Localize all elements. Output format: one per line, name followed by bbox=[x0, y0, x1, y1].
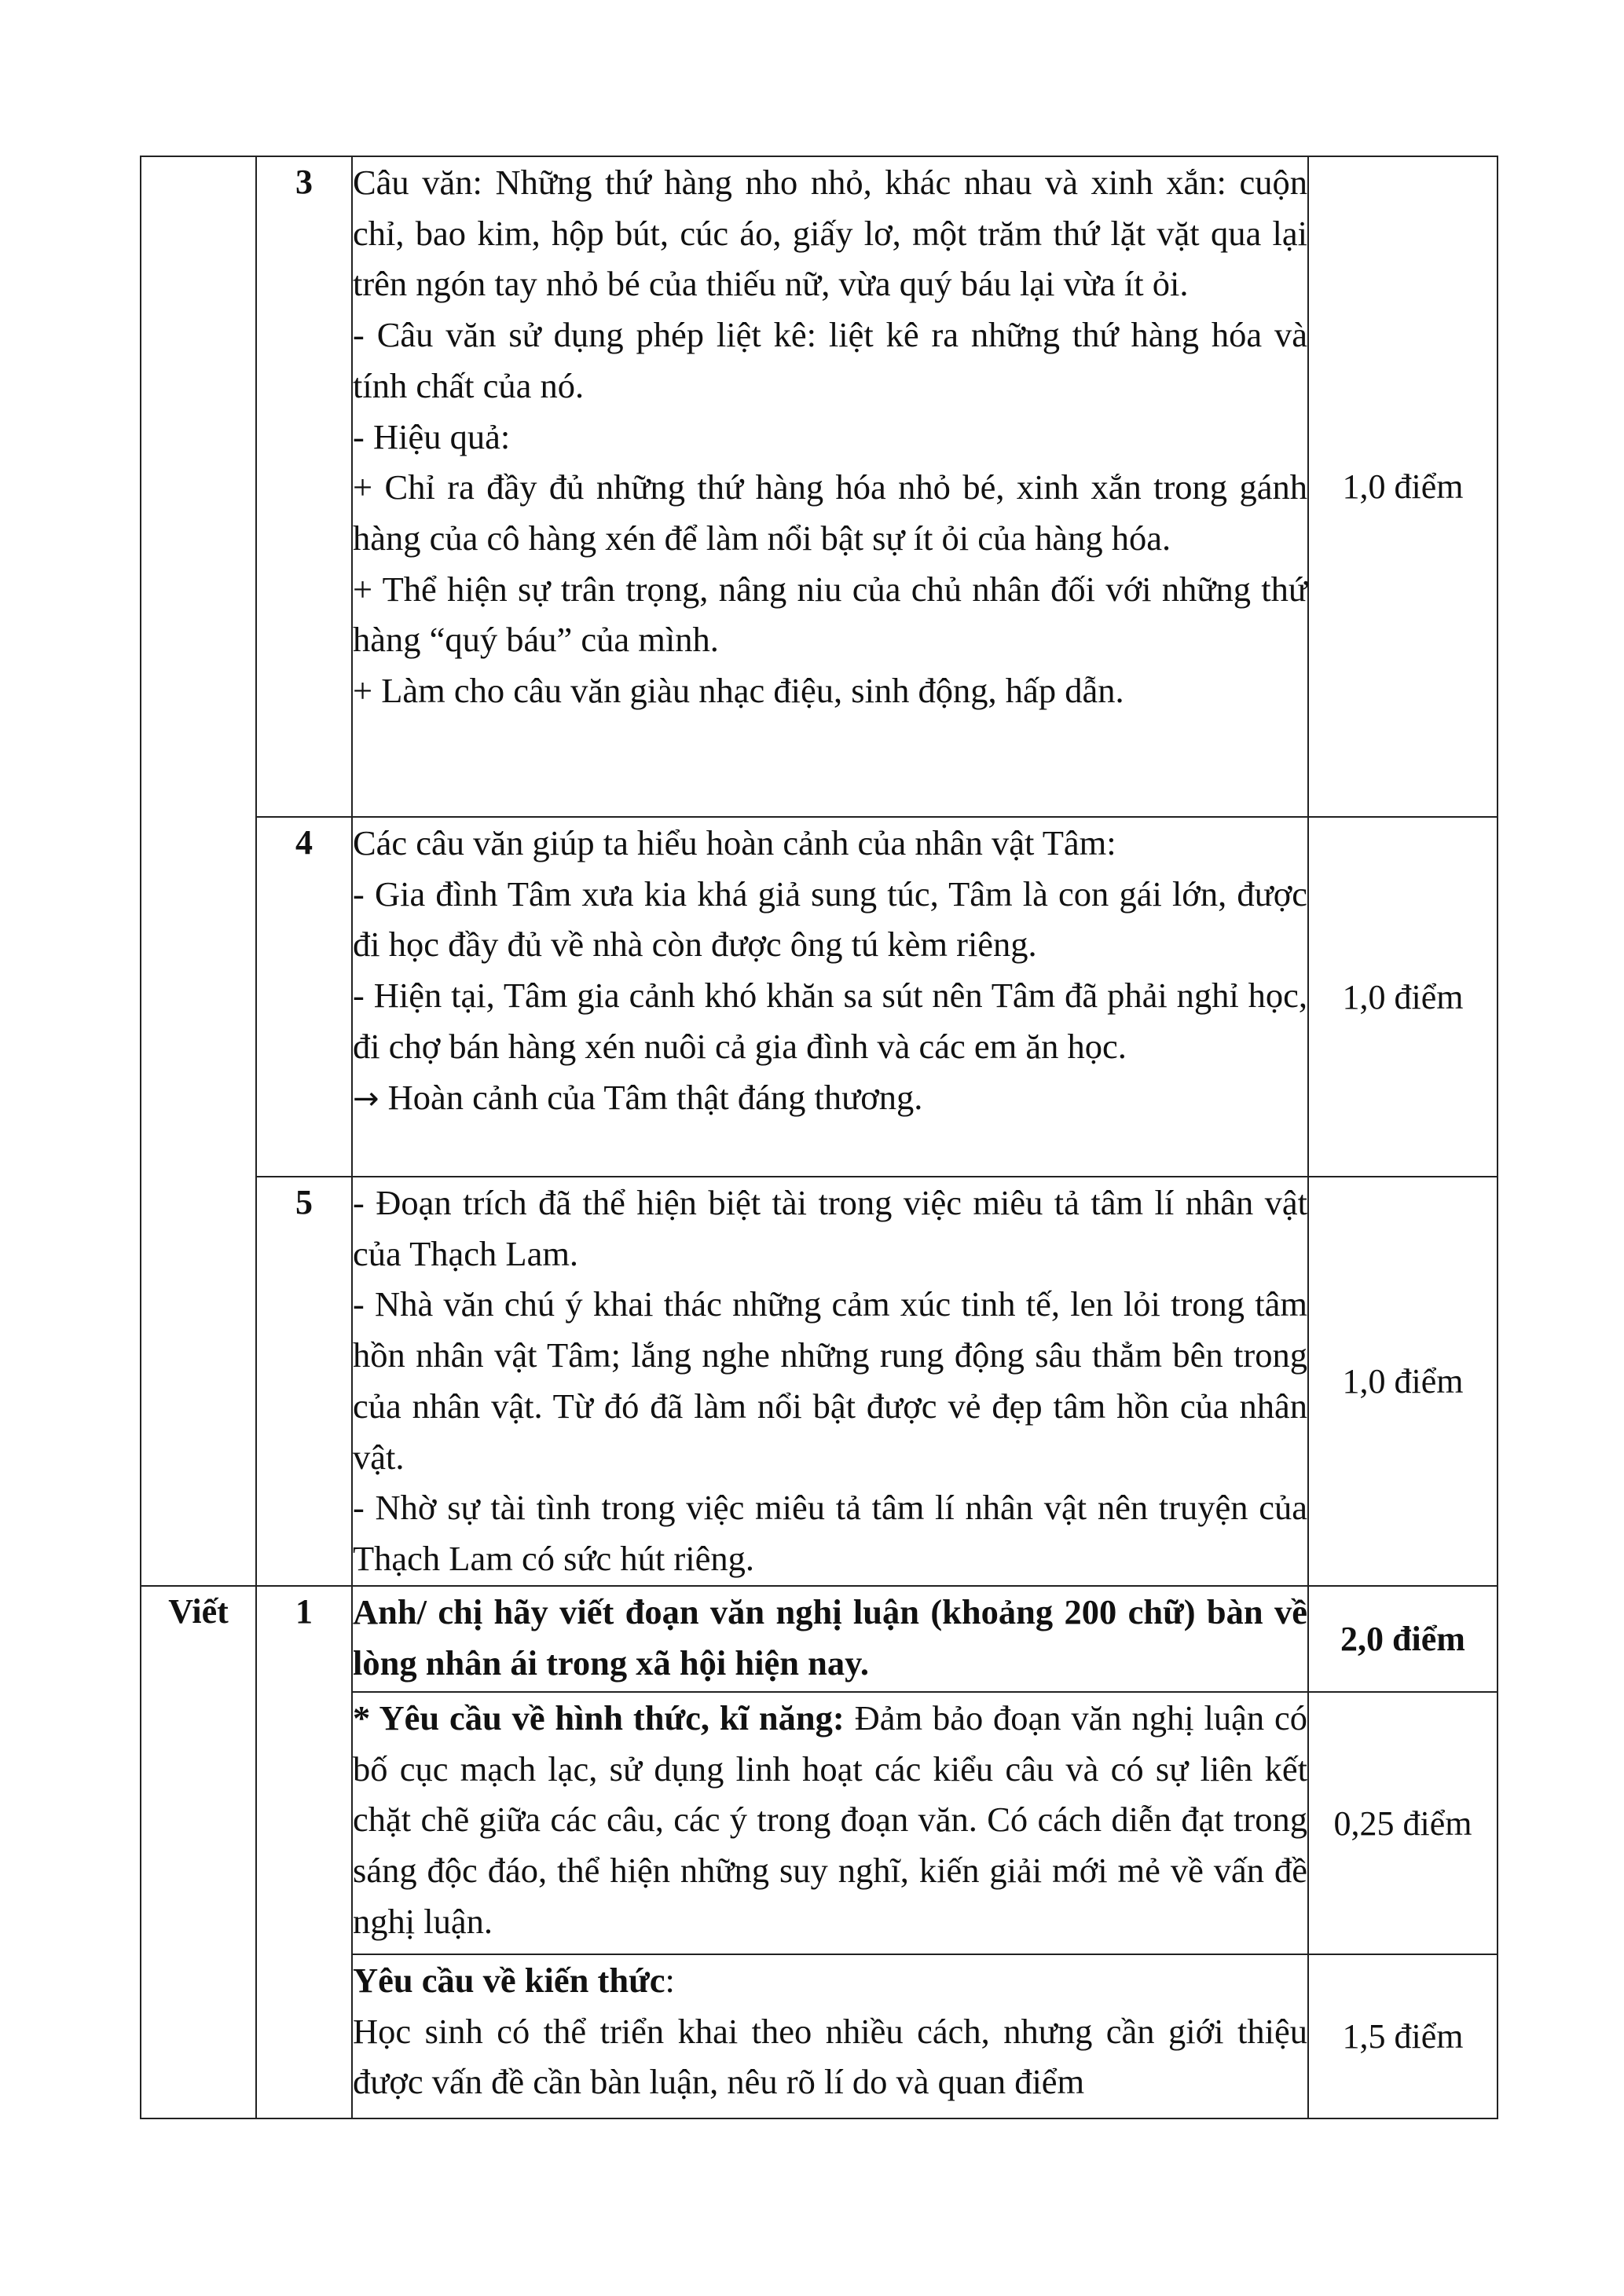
grading-table bbox=[140, 156, 1498, 2119]
answer-line: Các câu văn giúp ta hiểu hoàn cảnh của nhân vật Tâm: bbox=[353, 823, 1116, 862]
question-number: 5 bbox=[256, 1177, 352, 1586]
section-label: Viết bbox=[141, 1586, 256, 2118]
score-cell: 1,0 điểm bbox=[1308, 817, 1498, 1177]
knowledge-requirements bbox=[352, 1954, 1308, 2118]
score-cell: 0,25 điểm bbox=[1308, 1692, 1498, 1954]
answer-line: - Nhờ sự tài tình trong việc miêu tả tâm lí nhân vật nên truyện của Thạch Lam có sức hút riêng. bbox=[353, 1488, 1307, 1578]
score-cell: 1,5 điểm bbox=[1308, 1954, 1498, 2118]
answer-content bbox=[352, 817, 1308, 1177]
answer-content bbox=[352, 1177, 1308, 1586]
form-heading: * Yêu cầu về hình thức, kĩ năng: bbox=[353, 1698, 845, 1738]
right-arrow-icon: → bbox=[353, 1080, 379, 1117]
writing-prompt bbox=[352, 1586, 1308, 1692]
score-cell: 1,0 điểm bbox=[1308, 1177, 1498, 1586]
score-cell: 1,0 điểm bbox=[1308, 156, 1498, 817]
knowledge-heading-line bbox=[353, 1955, 1307, 2006]
conclusion-text: Hoàn cảnh của Tâm thật đáng thương. bbox=[387, 1077, 923, 1117]
answer-line: - Hiệu quả: bbox=[353, 416, 511, 456]
question-number: 1 bbox=[256, 1586, 352, 2118]
section-cell-empty bbox=[141, 156, 256, 1586]
score-cell: 2,0 điểm bbox=[1308, 1586, 1498, 1692]
question-number: 4 bbox=[256, 817, 352, 1177]
answer-line: - Đoạn trích đã thể hiện biệt tài trong việc miêu tả tâm lí nhân vật của Thạch Lam. bbox=[353, 1183, 1307, 1273]
table-row bbox=[141, 1177, 1498, 1586]
form-requirements bbox=[352, 1692, 1308, 1954]
answer-line: - Câu văn sử dụng phép liệt kê: liệt kê ra những thứ hàng hóa và tính chất của nó. bbox=[353, 315, 1307, 405]
knowledge-colon: : bbox=[665, 1961, 675, 2000]
table-row bbox=[141, 156, 1498, 817]
table-row bbox=[141, 817, 1498, 1177]
answer-line: + Làm cho câu văn giàu nhạc điệu, sinh động, hấp dẫn. bbox=[353, 671, 1124, 711]
answer-line: + Chỉ ra đầy đủ những thứ hàng hóa nhỏ bé, xinh xắn trong gánh hàng của cô hàng xén để làm nổi bật sự ít ỏi của hàng hóa. bbox=[353, 467, 1307, 558]
knowledge-heading: Yêu cầu về kiến thức bbox=[353, 1961, 665, 2000]
answer-content bbox=[352, 156, 1308, 817]
question-number: 3 bbox=[256, 156, 352, 817]
answer-line: Câu văn: Những thứ hàng nho nhỏ, khác nhau và xinh xắn: cuộn chỉ, bao kim, hộp bút, cúc áo, giấy lơ, một trăm thứ lặt vặt qua lại trên ngón tay nhỏ bé của thiếu nữ, vừa quý báu lại vừa ít ỏi. bbox=[353, 163, 1307, 304]
form-text: Đảm bảo đoạn văn nghị luận có bố cục mạch lạc, sử dụng linh hoạt các kiểu câu và có sự liên kết chặt chẽ giữa các câu, các ý trong đoạn văn. Có cách diễn đạt trong sáng độc đáo, thể hiện những suy nghĩ, kiến giải mới mẻ về vấn đề nghị luận. bbox=[353, 1698, 1307, 1941]
answer-line: - Nhà văn chú ý khai thác những cảm xúc tinh tế, len lỏi trong tâm hồn nhân vật Tâm; lắng nghe những rung động sâu thẳm bên trong của nhân vật. Từ đó đã làm nổi bật được vẻ đẹp tâm hồn của nhân vật. bbox=[353, 1284, 1307, 1477]
table-row bbox=[141, 1586, 1498, 1692]
answer-line: + Thể hiện sự trân trọng, nâng niu của chủ nhân đối với những thứ hàng “quý báu” của mình. bbox=[353, 569, 1307, 660]
prompt-text: Anh/ chị hãy viết đoạn văn nghị luận (khoảng 200 chữ) bàn về lòng nhân ái trong xã hội hiện nay. bbox=[353, 1592, 1307, 1683]
knowledge-text: Học sinh có thể triển khai theo nhiều cách, nhưng cần giới thiệu được vấn đề cần bàn luận, nêu rõ lí do và quan điểm bbox=[353, 2011, 1307, 2102]
answer-conclusion bbox=[353, 1072, 1307, 1125]
answer-line: - Hiện tại, Tâm gia cảnh khó khăn sa sút nên Tâm đã phải nghỉ học, đi chợ bán hàng xén nuôi cả gia đình và các em ăn học. bbox=[353, 976, 1307, 1066]
answer-line: - Gia đình Tâm xưa kia khá giả sung túc, Tâm là con gái lớn, được đi học đầy đủ về nhà còn được ông tú kèm riêng. bbox=[353, 873, 1307, 965]
